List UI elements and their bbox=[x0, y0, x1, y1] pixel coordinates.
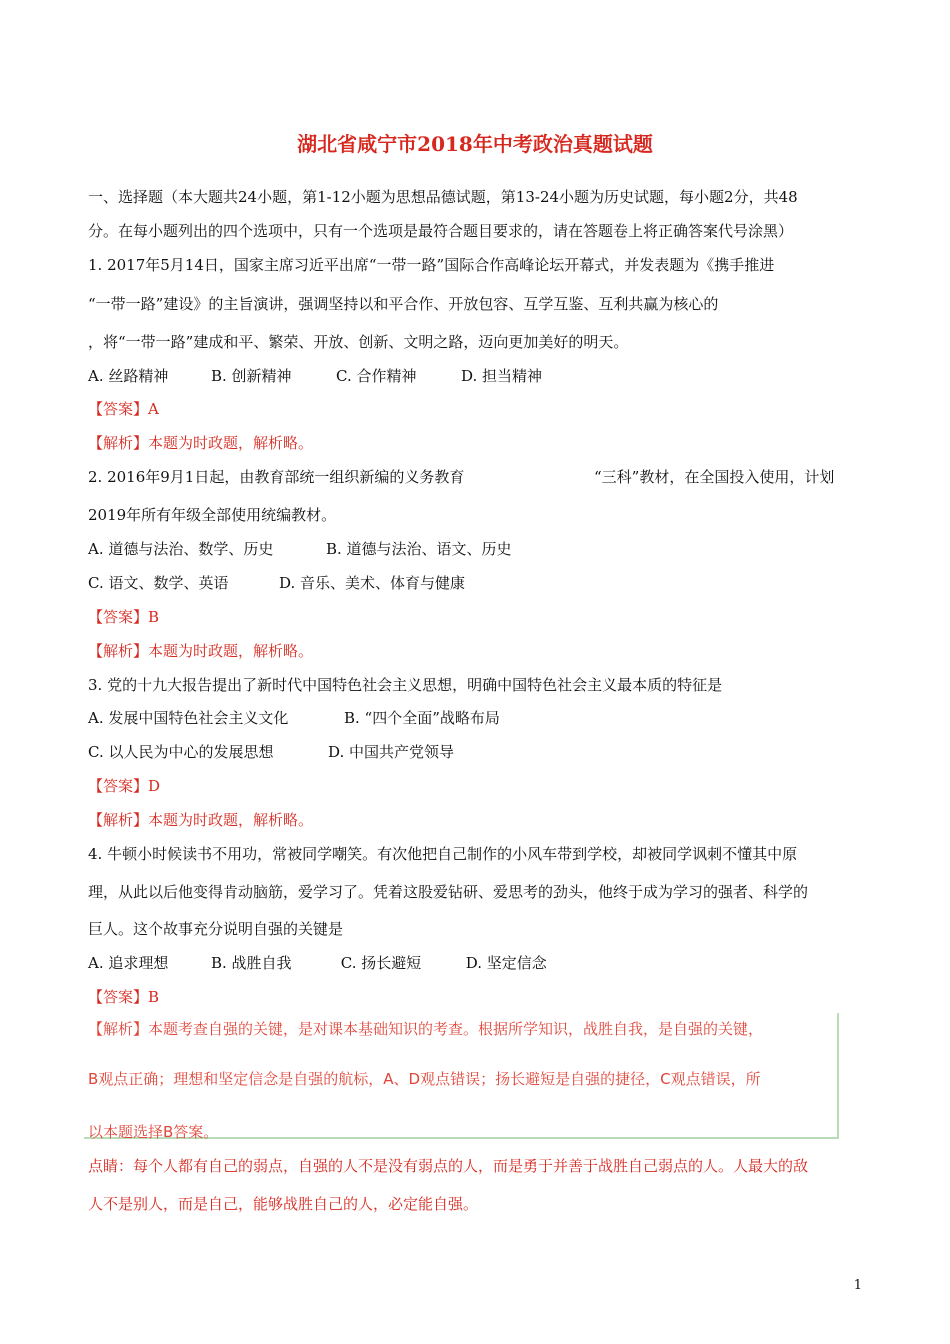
q1-option-a: A. 丝路精神 bbox=[88, 367, 169, 385]
q3-answer: 【答案】D bbox=[88, 777, 161, 795]
q2-options-row-1 bbox=[88, 538, 512, 560]
q4-options bbox=[88, 952, 547, 974]
q4-analysis-line-3: 以本题选择B答案。 bbox=[88, 1123, 219, 1141]
q1-analysis: 【解析】本题为时政题，解析略。 bbox=[88, 434, 314, 452]
section-instructions-line-1: 一、选择题（本大题共24小题，第1-12小题为思想品德试题，第13-24小题为历史试题，每小题2分，共48 bbox=[88, 188, 798, 206]
q4-tip-line-2: 人不是别人，而是自己，能够战胜自己的人，必定能自强。 bbox=[88, 1195, 479, 1213]
q1-options bbox=[88, 365, 542, 387]
section-instructions-line-2: 分。在每小题列出的四个选项中，只有一个选项是最符合题目要求的，请在答题卷上将正确答案代号涂黑） bbox=[88, 222, 794, 240]
q4-stem-line-1: 4. 牛顿小时候读书不用功，常被同学嘲笑。有次他把自己制作的小风车带到学校，却被同学讽刺不懂其中原 bbox=[88, 845, 798, 863]
q2-stem-part-b: “三科”教材，在全国投入使用，计划 bbox=[594, 468, 835, 486]
q3-option-a: A. 发展中国特色社会主义文化 bbox=[88, 709, 289, 727]
q2-option-d: D. 音乐、美术、体育与健康 bbox=[279, 574, 466, 592]
q4-stem-line-2: 理，从此以后他变得肯动脑筋，爱学习了。凭着这股爱钻研、爱思考的劲头，他终于成为学习的强者、科学的 bbox=[88, 883, 809, 901]
q1-answer: 【答案】A bbox=[88, 400, 159, 418]
q4-analysis-line-1: 【解析】本题考查自强的关键，是对课本基础知识的考查。根据所学知识，战胜自我，是自强的关键， bbox=[88, 1020, 764, 1038]
q2-analysis: 【解析】本题为时政题，解析略。 bbox=[88, 642, 314, 660]
q3-analysis: 【解析】本题为时政题，解析略。 bbox=[88, 811, 314, 829]
q2-stem-line-1 bbox=[88, 466, 834, 488]
q2-stem-part-a: 2. 2016年9月1日起，由教育部统一组织新编的义务教育 bbox=[88, 468, 465, 486]
q3-option-b: B. “四个全面”战略布局 bbox=[344, 709, 500, 727]
q2-option-c: C. 语文、数学、英语 bbox=[88, 574, 229, 592]
q4-option-b: B. 战胜自我 bbox=[211, 954, 292, 972]
q4-analysis-box bbox=[84, 1013, 839, 1139]
q2-answer: 【答案】B bbox=[88, 608, 160, 626]
q1-option-b: B. 创新精神 bbox=[211, 367, 292, 385]
q1-option-c: C. 合作精神 bbox=[336, 367, 417, 385]
q1-option-d: D. 担当精神 bbox=[461, 367, 543, 385]
q4-option-d: D. 坚定信念 bbox=[465, 954, 547, 972]
q4-option-c: C. 扬长避短 bbox=[340, 954, 422, 972]
q4-answer: 【答案】B bbox=[88, 988, 160, 1006]
q4-option-a: A. 追求理想 bbox=[88, 954, 169, 972]
q3-option-d: D. 中国共产党领导 bbox=[328, 743, 455, 761]
q2-options-row-2 bbox=[88, 572, 465, 594]
q1-stem-line-2: “一带一路”建设》的主旨演讲，强调坚持以和平合作、开放包容、互学互鉴、互利共赢为核心的 bbox=[88, 295, 719, 313]
q3-option-c: C. 以人民为中心的发展思想 bbox=[88, 743, 274, 761]
q1-stem-line-1: 1. 2017年5月14日，国家主席习近平出席“一带一路”国际合作高峰论坛开幕式，并发表题为《携手推进 bbox=[88, 256, 775, 274]
page-number: 1 bbox=[853, 1278, 862, 1293]
q3-options-row-1 bbox=[88, 707, 500, 729]
q4-stem-line-3: 巨人。这个故事充分说明自强的关键是 bbox=[88, 920, 344, 938]
q2-stem-line-2: 2019年所有年级全部使用统编教材。 bbox=[88, 506, 337, 524]
q1-stem-line-3: ，将“一带一路”建成和平、繁荣、开放、创新、文明之路，迈向更加美好的明天。 bbox=[88, 333, 629, 351]
page-title: 湖北省咸宁市2018年中考政治真题试题 bbox=[297, 132, 653, 156]
q3-stem-line-1: 3. 党的十九大报告提出了新时代中国特色社会主义思想，明确中国特色社会主义最本质的特征是 bbox=[88, 676, 723, 694]
q3-options-row-2 bbox=[88, 741, 454, 763]
q4-analysis-line-2: B观点正确；理想和坚定信念是自强的航标，A、D观点错误；扬长避短是自强的捷径，C观点错误，所 bbox=[88, 1070, 761, 1088]
q2-option-b: B. 道德与法治、语文、历史 bbox=[326, 540, 512, 558]
q2-option-a: A. 道德与法治、数学、历史 bbox=[88, 540, 274, 558]
q4-tip-line-1: 点睛：每个人都有自己的弱点，自强的人不是没有弱点的人，而是勇于并善于战胜自己弱点的人。人最大的敌 bbox=[88, 1157, 809, 1175]
